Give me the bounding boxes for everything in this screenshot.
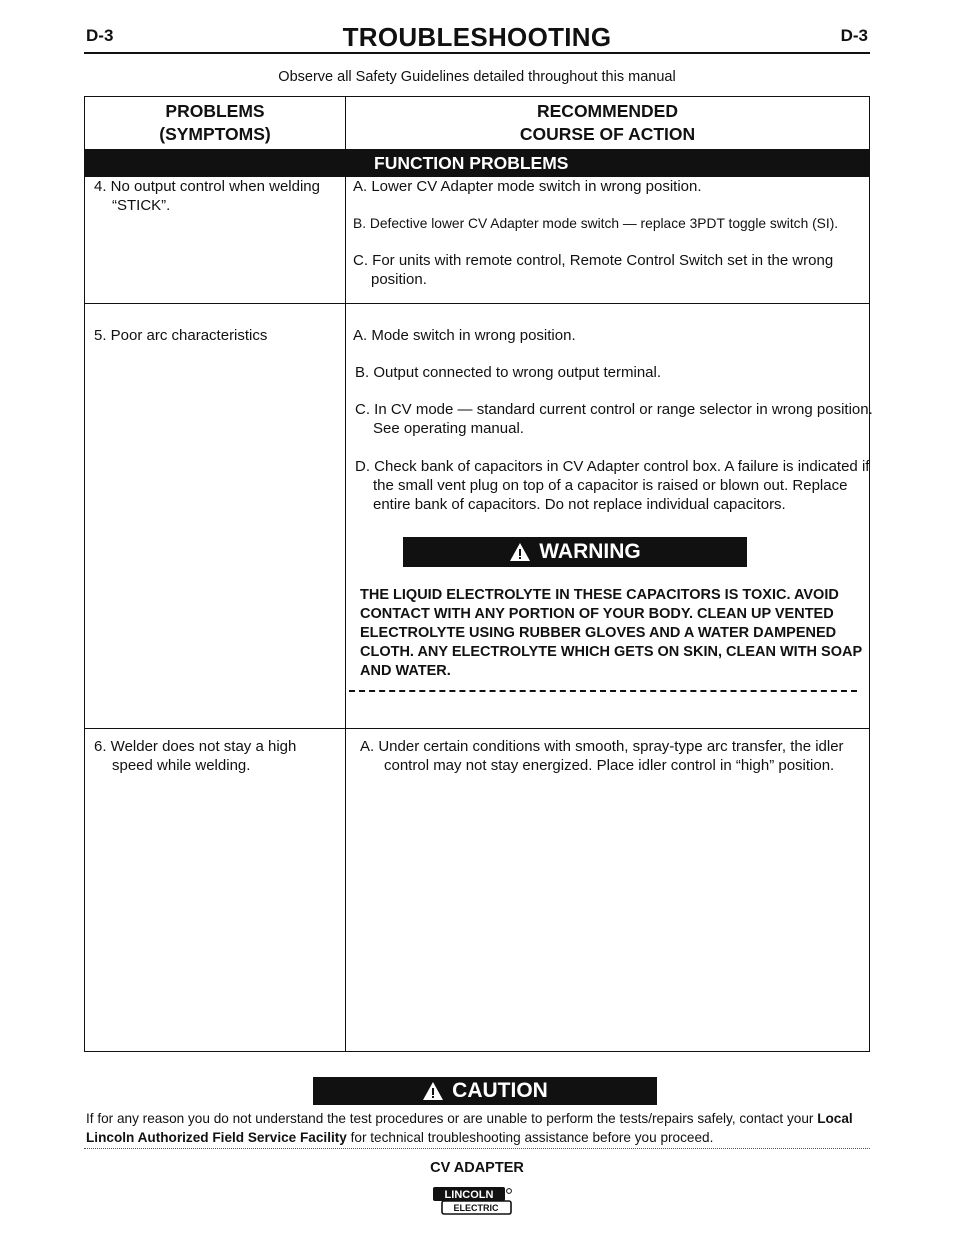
action-4c: C. For units with remote control, Remote Control Switch set in the wrong position.	[353, 252, 834, 288]
dashed-separator	[349, 690, 857, 692]
problem-5: 5. Poor arc characteristics	[94, 327, 268, 344]
caution-text-after: for technical troubleshooting assistance before you proceed.	[346, 1130, 714, 1145]
action-5b: B. Output connected to wrong output terminal.	[355, 364, 662, 381]
logo-top-text: LINCOLN	[444, 1189, 494, 1201]
problem-6-line2: speed while welding.	[112, 757, 251, 774]
header-actions-line1: RECOMMENDED	[537, 101, 678, 121]
row-rule-1	[85, 303, 869, 304]
caution-text-bold: Local Lincoln Authorized Field Service Facility	[86, 1111, 853, 1145]
action-4a: A. Lower CV Adapter mode switch in wrong position.	[353, 178, 702, 195]
problem-4-line2: “STICK”.	[112, 197, 171, 214]
problem-6-line1: 6. Welder does not stay a high	[94, 738, 297, 755]
action-6a: A. Under certain conditions with smooth, spray-type arc transfer, the idler control may not stay energized. Place idler control in “high” position.	[360, 738, 844, 774]
page-title: TROUBLESHOOTING	[342, 22, 612, 52]
footer-model: CV ADAPTER	[430, 1160, 524, 1176]
caution-banner	[313, 1077, 657, 1105]
caution-text-before: If for any reason you do not understand the test procedures or are unable to perform the tests/repairs safely, contact your	[86, 1111, 818, 1126]
warning-banner	[403, 537, 747, 567]
action-4b: B. Defective lower CV Adapter mode switch — replace 3PDT toggle switch (SI).	[353, 216, 839, 231]
section-bar	[85, 150, 869, 177]
header-problems-line2: (SYMPTOMS)	[159, 124, 271, 144]
action-5a: A. Mode switch in wrong position.	[353, 327, 576, 344]
header-actions-line2: COURSE OF ACTION	[519, 124, 696, 144]
caution-triangle-icon	[422, 1081, 444, 1101]
warning-label: WARNING	[539, 540, 641, 563]
action-5d: D. Check bank of capacitors in CV Adapter control box. A failure is indicated if the small vent plug on top of a capacitor is raised or blown out. Replace entire bank of capacitors. Do not replace individual capacitors.	[355, 458, 870, 513]
lincoln-electric-logo	[432, 1186, 514, 1216]
troubleshooting-table	[84, 96, 873, 1052]
header-problems	[85, 97, 345, 149]
column-divider	[345, 97, 346, 1051]
title-rule	[84, 52, 870, 54]
warning-text: THE LIQUID ELECTROLYTE IN THESE CAPACITORS IS TOXIC. AVOID CONTACT WITH ANY PORTION OF YOUR BODY. CLEAN UP VENTED ELECTROLYTE USING RUBBER GLOVES AND A WATER DAMPENED CLOTH. ANY ELECTROLYTE WHICH GETS ON SKIN, CLEAN WITH SOAP AND WATER.	[360, 587, 862, 679]
row-rule-2	[85, 728, 869, 729]
page-code-left: D-3	[86, 26, 114, 45]
problem-4	[94, 177, 352, 215]
caution-text	[86, 1109, 872, 1147]
section-title: FUNCTION PROBLEMS	[374, 153, 569, 173]
page-code-right: D-3	[840, 26, 868, 45]
dotted-rule	[84, 1148, 870, 1149]
action-5c: C. In CV mode — standard current control or range selector in wrong position. See operating manual.	[355, 401, 873, 437]
safety-note: Observe all Safety Guidelines detailed throughout this manual	[278, 69, 676, 85]
warning-triangle-icon	[509, 542, 531, 562]
problem-6	[94, 737, 352, 775]
header-problems-line1: PROBLEMS	[165, 101, 265, 121]
problem-4-line1: 4. No output control when welding	[94, 178, 320, 195]
logo-bottom-text: ELECTRIC	[453, 1203, 499, 1213]
caution-label: CAUTION	[452, 1079, 548, 1102]
header-actions	[346, 97, 869, 149]
